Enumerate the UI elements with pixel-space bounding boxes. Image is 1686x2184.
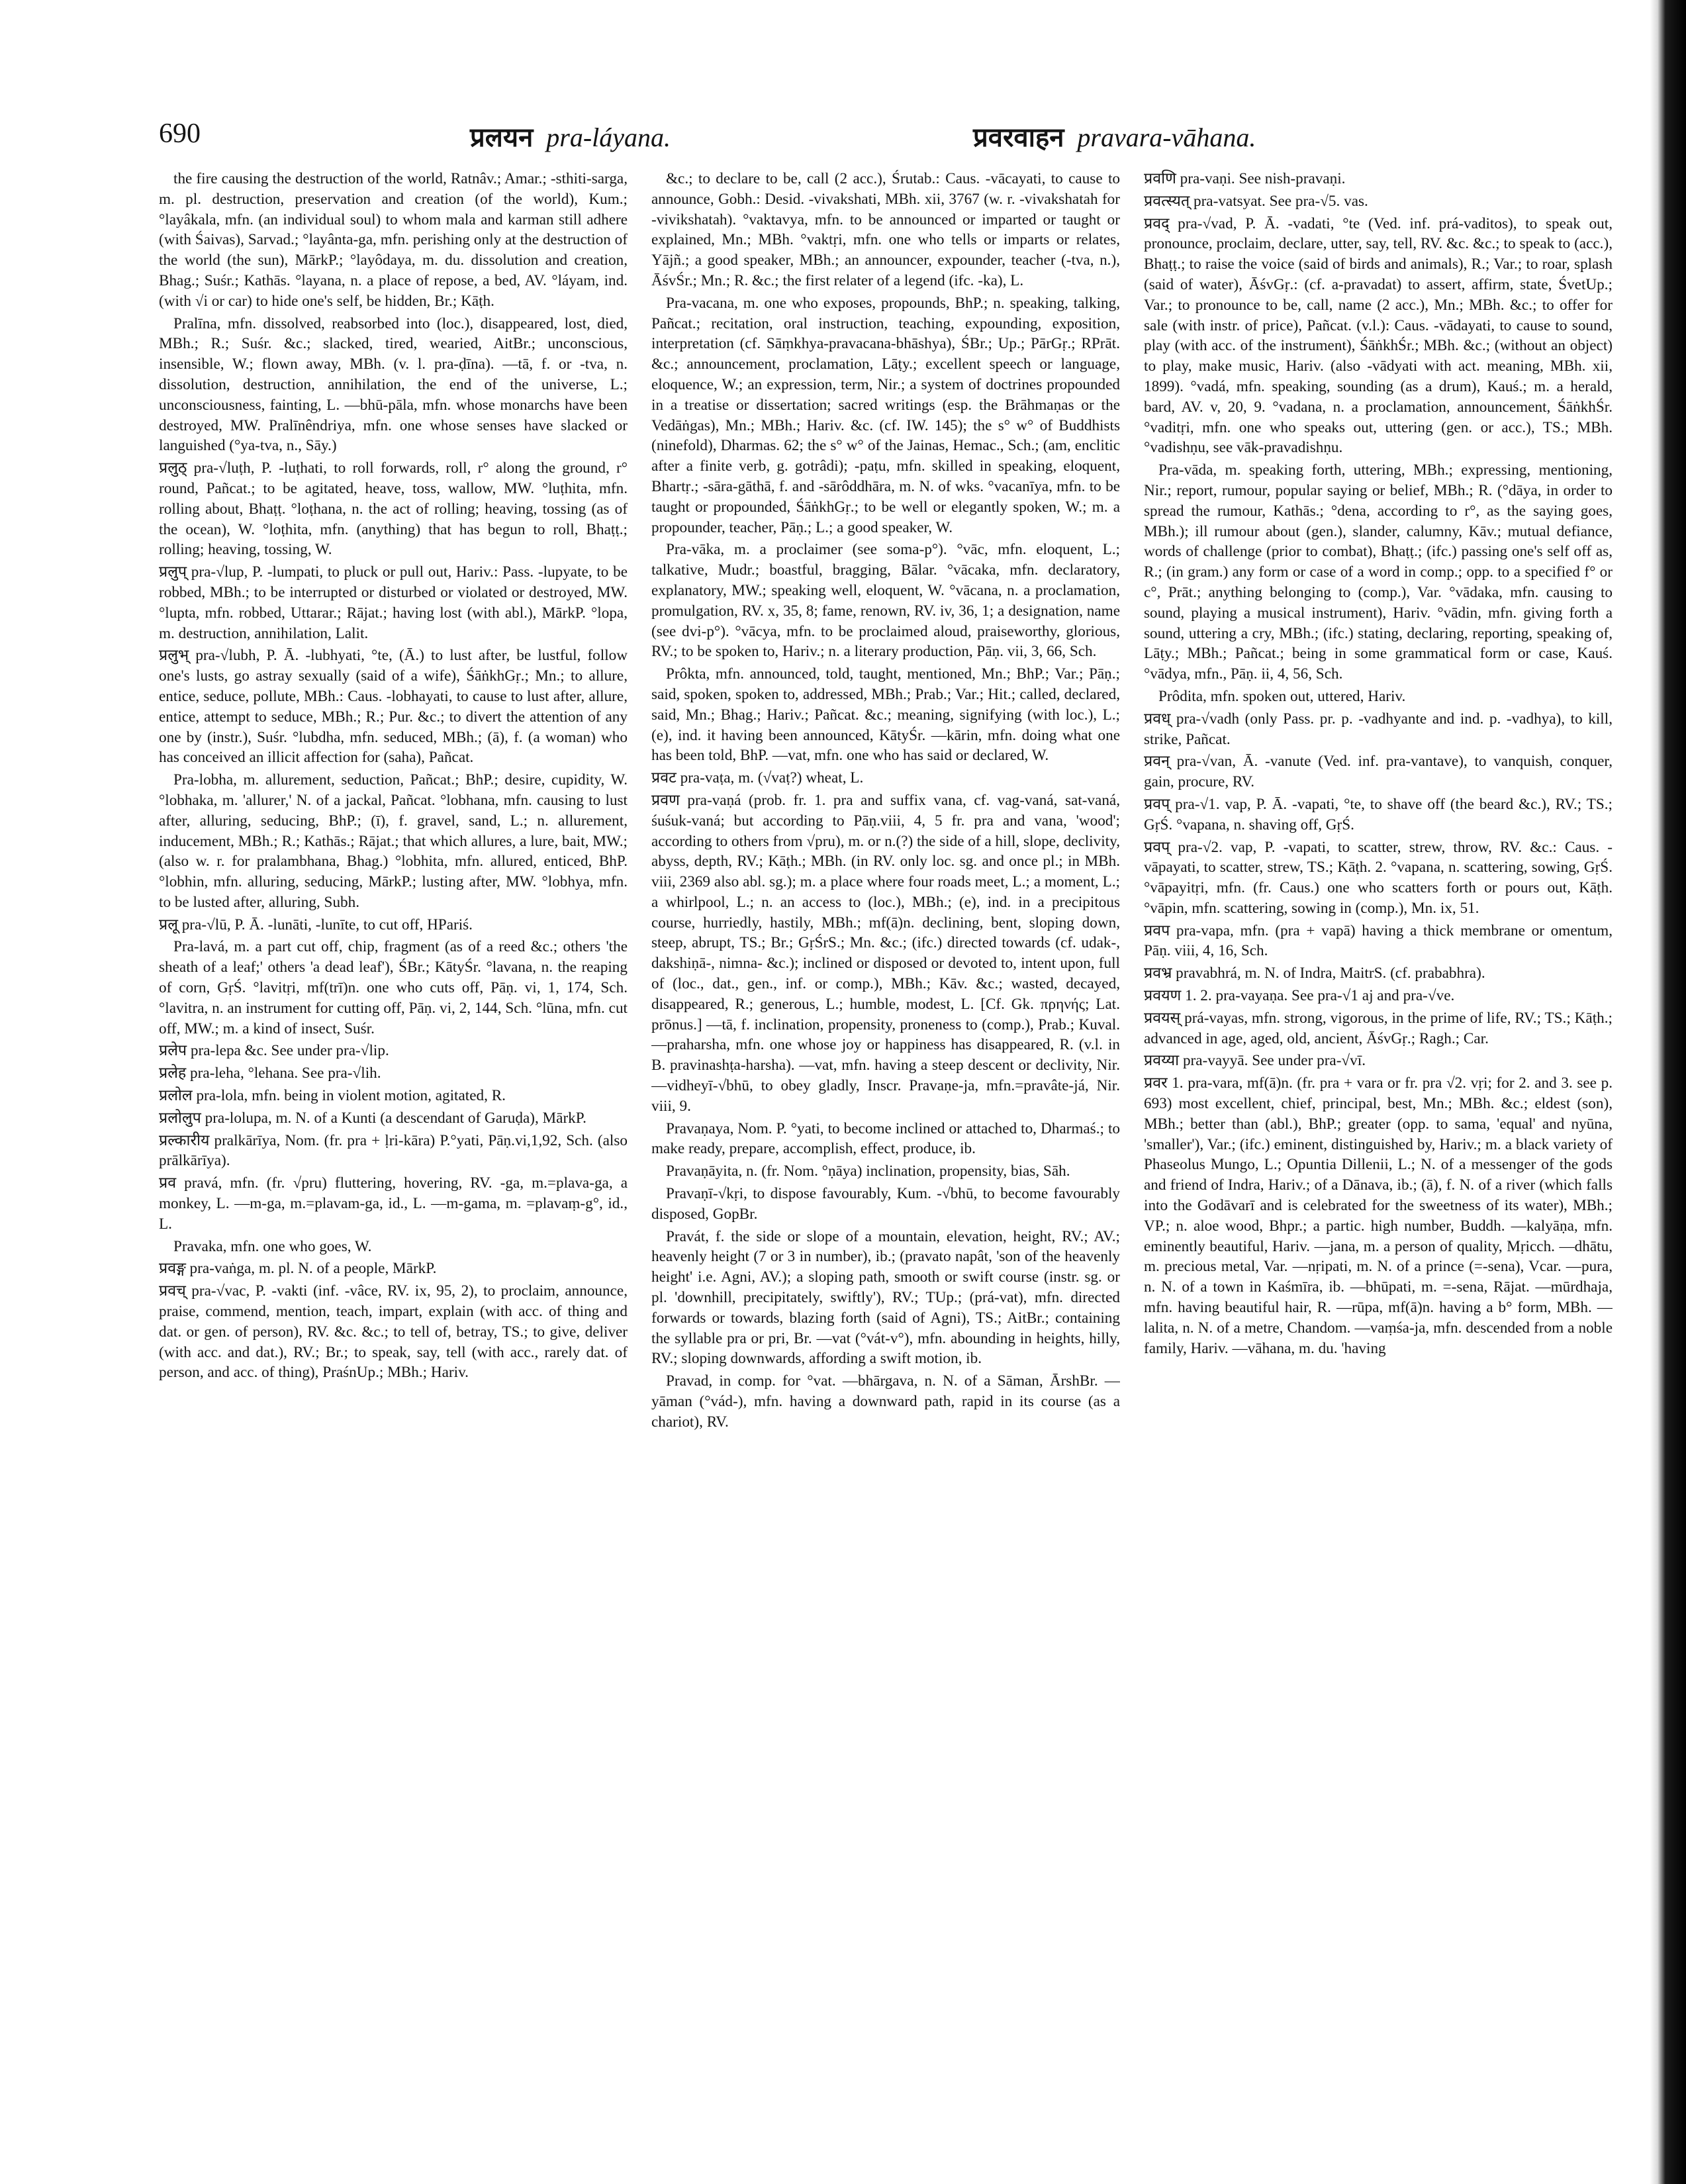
dictionary-headword-entry: प्रवप् pra-√1. vap, P. Ā. -vapati, °te, to shave off (the beard &c.), RV.; TS.; GṛŚ. °vapana, n. shaving off, GṛŚ. — [1144, 795, 1613, 833]
dictionary-headword-entry: प्रलुठ् pra-√luṭh, P. -luṭhati, to roll forwards, roll, r° along the ground, r° round, Pañcat.; to be agitated, heave, toss, wallow, MW. °luṭhita, mfn. rolling about, Bhaṭṭ. °loṭhana, n. the act of rolling; heaving, tossing (as of the ocean), W. °loṭhita, mfn. (anything) that has begun to roll, Bhaṭṭ.; rolling; heaving, tossing, W. — [159, 459, 628, 559]
dictionary-headword-entry: प्रवय्या pra-vayyā. See under pra-√vī. — [1144, 1052, 1366, 1070]
dictionary-headword-entry: प्रवत्स्यत् pra-vatsyat. See pra-√5. vas. — [1144, 192, 1368, 210]
dictionary-headword-entry: प्रलोलुप pra-lolupa, m. N. of a Kunti (a descendant of Garuḍa), MārkP. — [159, 1109, 586, 1127]
dictionary-sub-entry: Prôdita, mfn. spoken out, uttered, Hariv. — [1158, 687, 1406, 705]
dictionary-headword-entry: प्रव pravá, mfn. (fr. √pru) fluttering, hovering, RV. -ga, m.=plava-ga, a monkey, L. —m-ga, m.=plavam-ga, id., L. —m-gama, m. =plavaṃ-g°, id., L. — [159, 1174, 628, 1233]
dictionary-headword-entry: प्रवद् pra-√vad, P. Ā. -vadati, °te (Ved. inf. prá-vaditos), to speak out, pronounce, proclaim, declare, utter, say, tell, RV. &c. &c.; to speak to (acc.), Bhaṭṭ.; to raise the voice (said of birds and animals), R.; Var.; to roar, splash (said of water), ĀśvGṛ.: (cf. a-pravadat) to assert, affirm, state, ŚvetUp.; Var.; to pronounce to be, call, name (2 acc.), Mn.; MBh. &c.; to offer for sale (with instr. of price), Pañcat. (v.l.): Caus. -vādayati, to cause to sound, play (with acc. of the instrument), ŚāṅkhŚr.; MBh. &c.; (without an object) to play, make music, Hariv. (also -vādyati with act. meaning, MBh. xii, 1899). °vadá, mfn. speaking, sounding (as a drum), Kauś.; m. a herald, bard, AV. v, 20, 9. °vadana, n. a proclamation, announcement, ŚāṅkhŚr. °vaditṛi, mfn. one who speaks out, uttering (gen. or acc.), TS.; MBh. °vadishṇu, see vāk-pravadishṇu. — [1144, 214, 1613, 457]
dictionary-headword-entry: प्रवङ्ग pra-vaṅga, m. pl. N. of a people, MārkP. — [159, 1260, 437, 1278]
dictionary-sub-entry: Prôkta, mfn. announced, told, taught, mentioned, Mn.; BhP.; Var.; Pāṇ.; said, spoken, spoken to, addressed, MBh.; Prab.; Var.; Hit.; called, declared, said, Mn.; Bhag.; Hariv.; Pañcat. &c.; meaning, signifying (with loc.), L.; (e), ind. it having been announced, KātyŚr. —kārin, mfn. doing what one has been told, BhP. —vat, mfn. one who has said or declared, W. — [651, 665, 1120, 765]
dictionary-headword-entry: प्रलोल pra-lola, mfn. being in violent motion, agitated, R. — [159, 1087, 506, 1105]
dictionary-headword-entry: प्रवयस् prá-vayas, mfn. strong, vigorous, in the prime of life, RV.; TS.; Kāṭh.; advanced in age, aged, old, ancient, ĀśvGṛ.; Ragh.; Car. — [1144, 1009, 1613, 1047]
running-head-right-translit: pravara-vāhana. — [1077, 122, 1256, 152]
dictionary-headword-entry: प्रवप pra-vapa, mfn. (pra + vapā) having a thick membrane or omentum, Pāṇ. viii, 4, 16, Sch. — [1144, 922, 1613, 960]
page-number: 690 — [159, 119, 201, 149]
dictionary-sub-entry: Pravát, f. the side or slope of a mountain, elevation, height, RV.; AV.; heavenly height (7 or 3 in number), ib.; (pravato napât, 'son of the heavenly height' i.e. Agni, AV.); a sloping path, smooth or swift course (instr. sg. or pl. 'downhill, precipitately, swiftly'), RV.; TUp.; (prá-vat), mfn. directed forwards or towards, blazing forth (said of Agni), TS.; AitBr.; containing the syllable pra or pri, Br. —vat (°vát-v°), mfn. abounding in heights, hilly, RV.; sloping downwards, affording a swift motion, ib. — [651, 1227, 1120, 1368]
dictionary-sub-entry: Pra-vacana, m. one who exposes, propounds, BhP.; n. speaking, talking, Pañcat.; recitation, oral instruction, teaching, expounding, exposition, interpretation (cf. Sāṃkhya-pravacana-bhāshya), ŚBr.; Up.; PārGṛ.; RPrāt. &c.; announcement, proclamation, Lāṭy.; excellent speech or language, eloquence, W.; an expression, term, Nir.; a system of doctrines propounded in a treatise or dissertation; sacred writings (esp. the Brāhmaṇas or the Vedāṅgas), Mn.; MBh.; Hariv. &c. (cf. IW. 145); the s° w° of Buddhists (ninefold), Dharmas. 62; the s° w° of the Jainas, Hemac., Sch.; (am, enclitic after a finite verb, g. gotrâdi); -paṭu, mfn. skilled in speaking, eloquent, Bhartṛ.; -sāra-gāthā, f. and -sārôddhāra, m. N. of wks. °vacanīya, mfn. to be taught or propounded, ŚāṅkhGṛ.; to be well or elegantly spoken, W.; m. a propounder, teacher, Pāṇ.; L.; a good speaker, W. — [651, 294, 1120, 536]
dictionary-sub-entry: Pravaṇāyita, n. (fr. Nom. °ṇāya) inclination, propensity, bias, Sāh. — [666, 1163, 1070, 1180]
dictionary-headword-entry: प्रवयण 1. 2. pra-vayaṇa. See pra-√1 aj and pra-√ve. — [1144, 987, 1455, 1005]
dictionary-headword-entry: प्रलेह pra-leha, °lehana. See pra-√lih. — [159, 1065, 381, 1082]
running-head-left-devanagari: प्रलयन — [470, 122, 534, 152]
dictionary-sub-entry: Pravaṇī-√kṛi, to dispose favourably, Kum. -√bhū, to become favourably disposed, GopBr. — [651, 1185, 1120, 1223]
scan-page-edge — [1634, 0, 1686, 2184]
dictionary-sub-entry: Pra-lobha, m. allurement, seduction, Pañcat.; BhP.; desire, cupidity, W. °lobhaka, m. 'allurer,' N. of a jackal, Pañcat. °lobhana, mfn. causing to lust after, alluring, seducing, BhP.; (ī), f. gravel, sand, L.; n. allurement, inducement, MBh.; R.; Kathās.; Rājat.; that which allures, a lure, bait, MW.; (also w. r. for pralambhana, Bhag.) °lobhita, mfn. allured, enticed, BhP. °lobhin, mfn. alluring, seducing, MārkP.; lusting after, MW. °lobhya, mfn. to be lusted after, alluring, Subh. — [159, 771, 628, 911]
running-head-left — [470, 118, 671, 154]
dictionary-sub-entry: Pra-vāda, m. speaking forth, uttering, MBh.; expressing, mentioning, Nir.; report, rumour, popular saying or belief, MBh.; R. (°dāya, in order to spread the rumour, Kathās.; °dena, according to r°, as the saying goes, MBh.); ill rumour about (gen.), slander, calumny, Kāv.; mutual defiance, words of challenge (prior to combat), Bhaṭṭ.; (ifc.) passing one's self off as, R.; (in gram.) any form or case of a word in comp.; opp. to a specified f° or c°, Prāt.; anything belonging to (comp.), Var. °vādaka, mfn. causing to sound, playing a musical instrument), Hariv. °vādin, mfn. giving forth a sound, uttering a cry, MBh.; (ifc.) stating, declaring, reporting, speaking of, Lāṭy.; MBh.; Pañcat.; being in some grammatical form or case, Kauś. °vādya, mfn., Pāṇ. ii, 4, 56, Sch. — [1144, 461, 1613, 683]
running-head-left-translit: pra-láyana. — [546, 122, 671, 152]
dictionary-headword-entry: प्रवणि pra-vaṇi. See nish-pravaṇi. — [1144, 170, 1346, 187]
column-left — [159, 169, 628, 2168]
dictionary-headword-entry: प्रवट pra-vaṭa, m. (√vaṭ?) wheat, L. — [651, 769, 864, 787]
dictionary-headword-entry: प्रल्कारीय pralkārīya, Nom. (fr. pra + ḷri-kāra) P.°yati, Pāṇ.vi,1,92, Sch. (also prālkārīya). — [159, 1131, 628, 1170]
column-middle — [651, 169, 1120, 2168]
dictionary-sub-entry: the fire causing the destruction of the world, Ratnâv.; Amar.; -sthiti-sarga, m. pl. destruction, preservation and creation (of the world), Kum.; °layâkala, mfn. (an individual soul) to whom mala and karman still adhere (with Śaivas), Sarvad.; °layânta-ga, mfn. perishing only at the destruction of the world (the sun), MārkP.; °layôdaya, m. du. dissolution and creation, Bhag.; Suśr.; Kathās. °layana, n. a place of repose, a bed, AV. °láyam, ind. (with √i or car) to hide one's self, be hidden, Br.; Kāṭh. — [159, 170, 628, 310]
column-right — [1144, 169, 1613, 2168]
dictionary-columns — [159, 169, 1615, 2168]
running-head-right-devanagari: प्रवरवाहन — [973, 122, 1064, 152]
dictionary-sub-entry: Pravad, in comp. for °vat. —bhārgava, n. N. of a Sāman, ĀrshBr. —yāman (°vád-), mfn. having a downward path, rapid in its course (as a chariot), RV. — [651, 1372, 1120, 1431]
dictionary-headword-entry: प्रवभ्र pravabhrá, m. N. of Indra, MaitrS. (cf. prababhra). — [1144, 965, 1485, 982]
dictionary-headword-entry: प्रलेप pra-lepa &c. See under pra-√lip. — [159, 1042, 389, 1060]
dictionary-sub-entry: Pravaka, mfn. one who goes, W. — [173, 1237, 372, 1255]
dictionary-sub-entry: &c.; to declare to be, call (2 acc.), Śrutab.: Caus. -vācayati, to cause to announce, Gobh.: Desid. -vivakshati, MBh. xii, 3767 (w. r. -vivakshatah for -vivikshatah). °vaktavya, mfn. to be announced or imparted or taught or explained, Mn.; MBh. °vaktṛi, mfn. one who tells or imparts or relates, Yājñ.; a good speaker, MBh.; an announcer, expounder, teacher (-tva, n.), ĀśvŚr.; Mn.; R. &c.; the first relater of a legend (ifc. -ka), L. — [651, 170, 1120, 289]
dictionary-sub-entry: Pra-lavá, m. a part cut off, chip, fragment (as of a reed &c.; others 'the sheath of a leaf;' others 'a dead leaf'), ŚBr.; KātyŚr. °lavana, n. the reaping of corn, GṛŚ. °lavitṛi, mf(trī)n. one who cuts off, Pāṇ. vi, 1, 174, Sch. °lavitra, n. an instrument for cutting off, Pāṇ. vi, 2, 144, Sch. °lūna, mfn. cut off, MW.; m. a kind of insect, Suśr. — [159, 938, 628, 1037]
dictionary-headword-entry: प्रवप् pra-√2. vap, P. -vapati, to scatter, strew, throw, RV. &c.: Caus. -vāpayati, to scatter, strew, TS.; Kāṭh. 2. °vapana, n. scattering, sowing, GṛŚ. °vāpayitṛi, mfn. (fr. Caus.) one who scatters forth or pours out, Kāṭh. °vāpin, mfn. scattering, sowing in (comp.), Mn. ix, 51. — [1144, 838, 1613, 917]
dictionary-headword-entry: प्रलू pra-√lū, P. Ā. -lunāti, -lunīte, to cut off, HPariś. — [159, 916, 473, 933]
dictionary-headword-entry: प्रवच् pra-√vac, P. -vakti (inf. -vâce, RV. ix, 95, 2), to proclaim, announce, praise, commend, mention, teach, impart, explain (with acc. of thing and dat. or gen. of person), RV. &c. &c.; to tell of, betray, TS.; to give, deliver (with acc. and dat.), RV.; Br.; to speak, say, tell (with acc., rarely dat. of person, and acc. of thing), PraśnUp.; MBh.; Hariv. — [159, 1282, 628, 1382]
dictionary-headword-entry: प्रवण pra-vaṇá (prob. fr. 1. pra and suffix vana, cf. vag-vaná, sat-vaná, śuśuk-vaná; but according to Pāṇ.viii, 4, 5 fr. pra and vana, 'wood'; according to others from √pru), m. or n.(?) the side of a hill, slope, declivity, abyss, depth, RV.; Kāṭh.; MBh. (in RV. only loc. sg. and once pl.; in MBh. viii, 2369 also abl. sg.); m. a place where four roads meet, L.; a moment, L.; a whirlpool, L.; n. an access to (loc.), MBh.; (e), ind. in a precipitous course, hurriedly, hastily, MBh.; mf(ā)n. declining, bent, sloping down, steep, abrupt, TS.; Br.; GṛŚrS.; Mn. &c.; (ifc.) directed towards (cf. udak-, dakshiṇā-, nimna- &c.); inclined or disposed or devoted to, intent upon, full of (loc., dat., gen., inf. or comp.), MBh.; Kāv. &c.; wasted, decayed, disappeared, R.; generous, L.; humble, modest, L. [Cf. Gk. πρηνής; Lat. prōnus.] —tā, f. inclination, propensity, proneness to (comp.), Prab.; Kuval. —praharsha, mfn. one whose joy or happiness has disappeared, R. (v.l. in B. pravinashṭa-harsha). —vat, mfn. having a steep descent or declivity, Nir. —vidheyī-√bhū, to obey gladly, Inscr. Pravaṇe-ja, mfn.=pravâte-já, Nir. viii, 9. — [651, 791, 1120, 1115]
dictionary-headword-entry: प्रवध् pra-√vadh (only Pass. pr. p. -vadhyante and ind. p. -vadhya), to kill, strike, Pañcat. — [1144, 710, 1613, 748]
dictionary-headword-entry: प्रलुप् pra-√lup, P. -lumpati, to pluck or pull out, Hariv.: Pass. -lupyate, to be robbed, MBh.; to be interrupted or disturbed or violated or destroyed, MW. °lupta, mfn. robbed, Uttarar.; Rājat.; having lost (with abl.), MārkP. °lopa, m. destruction, annihilation, Lalit. — [159, 563, 628, 642]
dictionary-headword-entry: प्रवन् pra-√van, Ā. -vanute (Ved. inf. pra-vantave), to vanquish, conquer, gain, procure, RV. — [1144, 753, 1613, 791]
dictionary-headword-entry: प्रवर 1. pra-vara, mf(ā)n. (fr. pra + vara or fr. pra √2. vṛi; for 2. and 3. see p. 693) most excellent, chief, principal, best, Mn.; MBh. &c.; eldest (son), MBh.; better than (abl.), BhP.; greater (opp. to sama, 'equal' and nyūna, 'smaller'), Var.; (ifc.) eminent, distinguished by, Hariv.; m. a black variety of Phaseolus Mungo, L.; Opuntia Dillenii, L.; N. of a messenger of the gods and friend of Indra, Hariv.; of a Dānava, ib.; (ā), f. N. of a river (which falls into the Godāvarī and is celebrated for the sweetness of its water), MBh.; VP.; n. aloe wood, Bhpr.; a partic. high number, Buddh. —kalyāṇa, mfn. eminently beautiful, Hariv. —jana, m. a person of quality, Mṛicch. —dhātu, m. precious metal, Var. —nṛipati, m. N. of a prince (=-sena), Vcar. —pura, n. N. of a town in Kaśmīra, ib. —bhūpati, m. =-sena, Rājat. —mūrdhaja, mfn. having beautiful hair, R. —rūpa, mf(ā)n. having a b° form, MBh. —lalita, n. N. of a metre, Chandom. —vaṃśa-ja, mfn. descended from a noble family, Hariv. —vāhana, m. du. 'having — [1144, 1074, 1613, 1357]
page-header — [159, 118, 1615, 164]
dictionary-headword-entry: प्रलुभ् pra-√lubh, P. Ā. -lubhyati, °te, (Ā.) to lust after, be lustful, follow one's lusts, go astray sexually (said of a wife), ŚāṅkhGṛ.; Mn.; to allure, entice, seduce, pollute, MBh.: Caus. -lobhayati, to cause to lust after, allure, entice, attempt to seduce, MBh.; R.; Pur. &c.; to divert the attention of any one by (instr.), Suśr. °lubdha, mfn. seduced, MBh.; (ā), f. (a woman) who has conceived an illicit affection for (saha), Pañcat. — [159, 647, 628, 767]
dictionary-sub-entry: Pravaṇaya, Nom. P. °yati, to become inclined or attached to, Dharmaś.; to make ready, prepare, accomplish, effect, produce, ib. — [651, 1119, 1120, 1158]
dictionary-sub-entry: Pra-vāka, m. a proclaimer (see soma-p°). °vāc, mfn. eloquent, L.; talkative, Mudr.; boastful, bragging, Bālar. °vācaka, mfn. declaratory, explanatory, MW.; speaking well, eloquent, W. °vācana, n. a proclamation, promulgation, RV. x, 35, 8; fame, renown, RV. iv, 36, 1; a designation, name (see dvi-p°). °vācya, mfn. to be proclaimed aloud, praiseworthy, glorious, RV.; to be spoken to, Hariv.; n. a literary production, Pāṇ. vii, 3, 66, Sch. — [651, 541, 1120, 661]
running-head-right — [973, 118, 1256, 154]
dictionary-sub-entry: Pralīna, mfn. dissolved, reabsorbed into (loc.), disappeared, lost, died, MBh.; R.; Suśr. &c.; slacked, tired, wearied, AitBr.; unconscious, insensible, W.; flown away, MBh. (v. l. pra-ḍīna). —tā, f. or -tva, n. dissolution, destruction, annihilation, the end of the universe, L.; unconsciousness, fainting, L. —bhū-pāla, mfn. whose monarchs have been destroyed, MW. Pralīnêndriya, mfn. one whose senses have slacked or languished (°ya-tva, n., Sāy.) — [159, 314, 628, 455]
